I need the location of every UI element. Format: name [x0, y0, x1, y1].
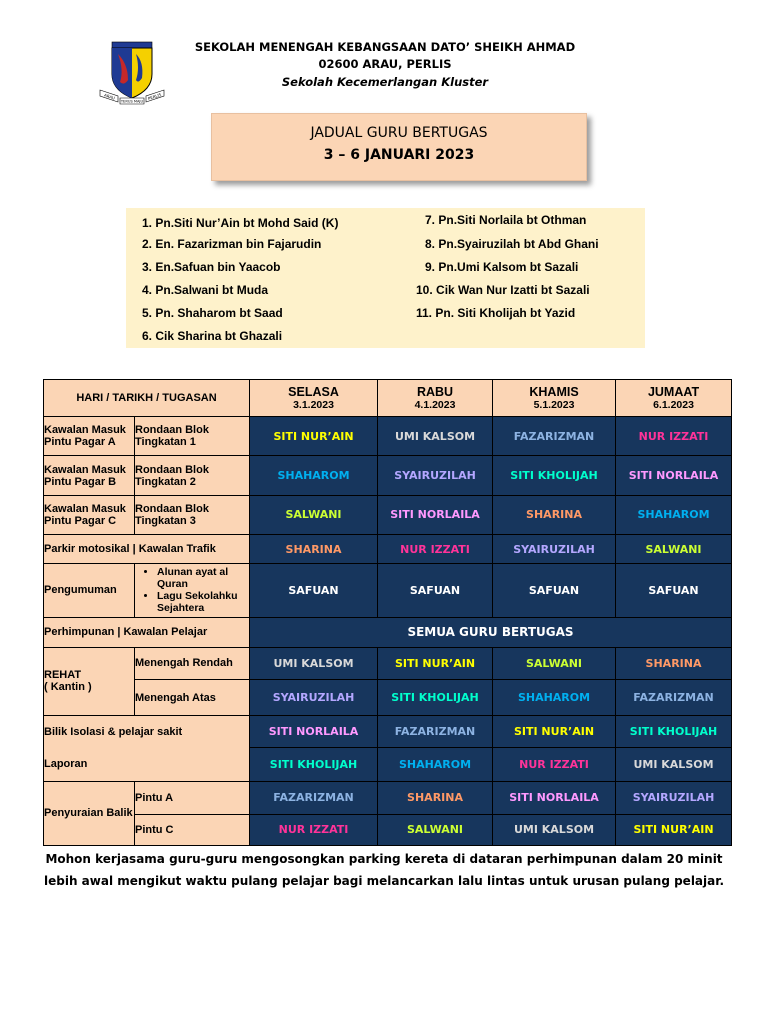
- announcement-item: • Alunan ayat al Quran: [157, 566, 249, 590]
- duty-cell: FAZARIZMAN: [250, 781, 378, 814]
- duty-cell: SYAIRUZILAH: [616, 781, 732, 814]
- table-row: [44, 534, 732, 563]
- duty-label: Pengumuman: [44, 564, 135, 617]
- table-row: [44, 456, 732, 495]
- duty-cell: SITI KHOLIJAH: [250, 748, 378, 781]
- duty-cell: UMI KALSOM: [378, 417, 493, 456]
- duty-cell: SHAHAROM: [616, 495, 732, 534]
- table-row: [44, 495, 732, 534]
- duty-cell: SITI KHOLIJAH: [493, 456, 616, 495]
- table-row: [44, 748, 732, 781]
- school-address: 02600 ARAU, PERLIS: [318, 57, 452, 71]
- duty-label: Laporan: [44, 748, 250, 781]
- all-teachers-cell: SEMUA GURU BERTUGAS: [250, 617, 732, 647]
- teacher-item: 2. En. Fazarizman bin Fajarudin: [142, 237, 322, 251]
- crest-motto-right: PERLIS: [147, 92, 162, 102]
- duty-cell: SITI NORLAILA: [616, 456, 732, 495]
- duty-cell: SITI NUR’AIN: [378, 647, 493, 679]
- table-row: [44, 417, 732, 456]
- duty-label: Parkir motosikal | Kawalan Trafik: [44, 534, 250, 563]
- duty-cell: SAFUAN: [493, 564, 616, 617]
- duty-cell: SHAHAROM: [378, 748, 493, 781]
- duty-cell: SHARINA: [378, 781, 493, 814]
- school-tagline: Sekolah Kecemerlangan Kluster: [281, 75, 489, 89]
- footer-line: Mohon kerjasama guru-guru mengosongkan parking kereta di dataran perhimpunan dalam 20 minit: [45, 852, 723, 866]
- duty-cell: SITI KHOLIJAH: [616, 716, 732, 748]
- duty-cell: FAZARIZMAN: [378, 716, 493, 748]
- day-header: KHAMIS 5.1.2023: [493, 380, 616, 417]
- duty-cell: SYAIRUZILAH: [250, 679, 378, 715]
- table-row: [44, 617, 732, 647]
- table-row: [44, 564, 732, 617]
- duty-cell: SHAHAROM: [250, 456, 378, 495]
- duty-cell: SITI NUR’AIN: [616, 814, 732, 845]
- schedule-date-range: 3 – 6 JANUARI 2023: [323, 147, 475, 163]
- school-name: SEKOLAH MENENGAH KEBANGSAAN DATO’ SHEIKH AHMAD: [194, 40, 576, 54]
- duty-cell: SITI KHOLIJAH: [378, 679, 493, 715]
- duty-cell: FAZARIZMAN: [616, 679, 732, 715]
- duty-cell: SHARINA: [493, 495, 616, 534]
- teacher-item: 1. Pn.Siti Nur’Ain bt Mohd Said (K): [142, 216, 339, 230]
- duty-cell: SALWANI: [378, 814, 493, 845]
- duty-cell: SALWANI: [250, 495, 378, 534]
- duty-cell: SITI NORLAILA: [493, 781, 616, 814]
- footer-note: [40, 848, 728, 892]
- crest-motto-bottom: TERUS MAJU: [120, 99, 144, 104]
- duty-sublabel: Rondaan Blok Tingkatan 3: [135, 495, 250, 534]
- announcement-item: • Lagu Sekolahku Sejahtera: [157, 590, 249, 614]
- duty-sublabel: Pintu A: [135, 781, 250, 814]
- duty-cell: SAFUAN: [250, 564, 378, 617]
- schedule-title-box: [211, 113, 587, 181]
- school-crest-logo: [98, 40, 166, 106]
- duty-sublabel: Rondaan Blok Tingkatan 1: [135, 417, 250, 456]
- duty-label: Penyuraian Balik: [44, 781, 135, 845]
- duty-cell: SITI NUR’AIN: [493, 716, 616, 748]
- teacher-item: 7. Pn.Siti Norlaila bt Othman: [425, 213, 587, 227]
- teacher-item: 4. Pn.Salwani bt Muda: [142, 283, 269, 297]
- duty-cell: NUR IZZATI: [378, 534, 493, 563]
- duty-cell: SYAIRUZILAH: [493, 534, 616, 563]
- duty-label: Bilik Isolasi & pelajar sakit: [44, 716, 250, 748]
- duty-label-rehat: REHAT ( Kantin ): [44, 647, 135, 715]
- duty-cell: NUR IZZATI: [616, 417, 732, 456]
- teacher-item: 10. Cik Wan Nur Izatti bt Sazali: [416, 283, 590, 297]
- header-corner: HARI / TARIKH / TUGASAN: [44, 380, 250, 417]
- duty-cell: SITI NORLAILA: [378, 495, 493, 534]
- teacher-item: 3. En.Safuan bin Yaacob: [142, 260, 281, 274]
- day-header: SELASA 3.1.2023: [250, 380, 378, 417]
- duty-sublabel: Menengah Rendah: [135, 647, 250, 679]
- duty-cell: UMI KALSOM: [250, 647, 378, 679]
- duty-cell: UMI KALSOM: [616, 748, 732, 781]
- duty-sublabel: Menengah Atas: [135, 679, 250, 715]
- duty-cell: SALWANI: [616, 534, 732, 563]
- table-row: [44, 679, 732, 715]
- duty-cell: NUR IZZATI: [250, 814, 378, 845]
- school-header: [170, 40, 600, 91]
- crest-motto-left: ARAU: [103, 92, 116, 101]
- teacher-item: 6. Cik Sharina bt Ghazali: [142, 329, 283, 343]
- teacher-list: [126, 208, 645, 348]
- duty-cell: SYAIRUZILAH: [378, 456, 493, 495]
- duty-cell: NUR IZZATI: [493, 748, 616, 781]
- table-row: [44, 781, 732, 814]
- day-header: JUMAAT 6.1.2023: [616, 380, 732, 417]
- duty-cell: UMI KALSOM: [493, 814, 616, 845]
- duty-cell: SHAHAROM: [493, 679, 616, 715]
- day-header: RABU 4.1.2023: [378, 380, 493, 417]
- teacher-item: 5. Pn. Shaharom bt Saad: [142, 306, 283, 320]
- duty-label: Kawalan Masuk Pintu Pagar B: [44, 456, 135, 495]
- duty-label: Kawalan Masuk Pintu Pagar A: [44, 417, 135, 456]
- table-row: [44, 716, 732, 748]
- duty-cell: FAZARIZMAN: [493, 417, 616, 456]
- duty-cell: SAFUAN: [378, 564, 493, 617]
- table-row: [44, 814, 732, 845]
- duty-label: Kawalan Masuk Pintu Pagar C: [44, 495, 135, 534]
- duty-cell: SITI NUR’AIN: [250, 417, 378, 456]
- teacher-item: 11. Pn. Siti Kholijah bt Yazid: [416, 306, 576, 320]
- table-header-row: [44, 380, 732, 417]
- teacher-item: 9. Pn.Umi Kalsom bt Sazali: [425, 260, 579, 274]
- duty-cell: SHARINA: [616, 647, 732, 679]
- teacher-item: 8. Pn.Syairuzilah bt Abd Ghani: [425, 237, 599, 251]
- duty-cell: SITI NORLAILA: [250, 716, 378, 748]
- duty-sublabel: Rondaan Blok Tingkatan 2: [135, 456, 250, 495]
- table-row: [44, 647, 732, 679]
- duty-schedule-table: [43, 379, 732, 846]
- duty-cell: SAFUAN: [616, 564, 732, 617]
- duty-sublabel: Pintu C: [135, 814, 250, 845]
- announcement-items: [135, 564, 250, 617]
- duty-cell: SHARINA: [250, 534, 378, 563]
- schedule-title: JADUAL GURU BERTUGAS: [310, 125, 488, 141]
- footer-line: lebih awal mengikut waktu pulang pelajar bagi melancarkan lalu lintas untuk urusan pulang pelajar.: [43, 874, 724, 888]
- duty-label: Perhimpunan | Kawalan Pelajar: [44, 617, 250, 647]
- duty-cell: SALWANI: [493, 647, 616, 679]
